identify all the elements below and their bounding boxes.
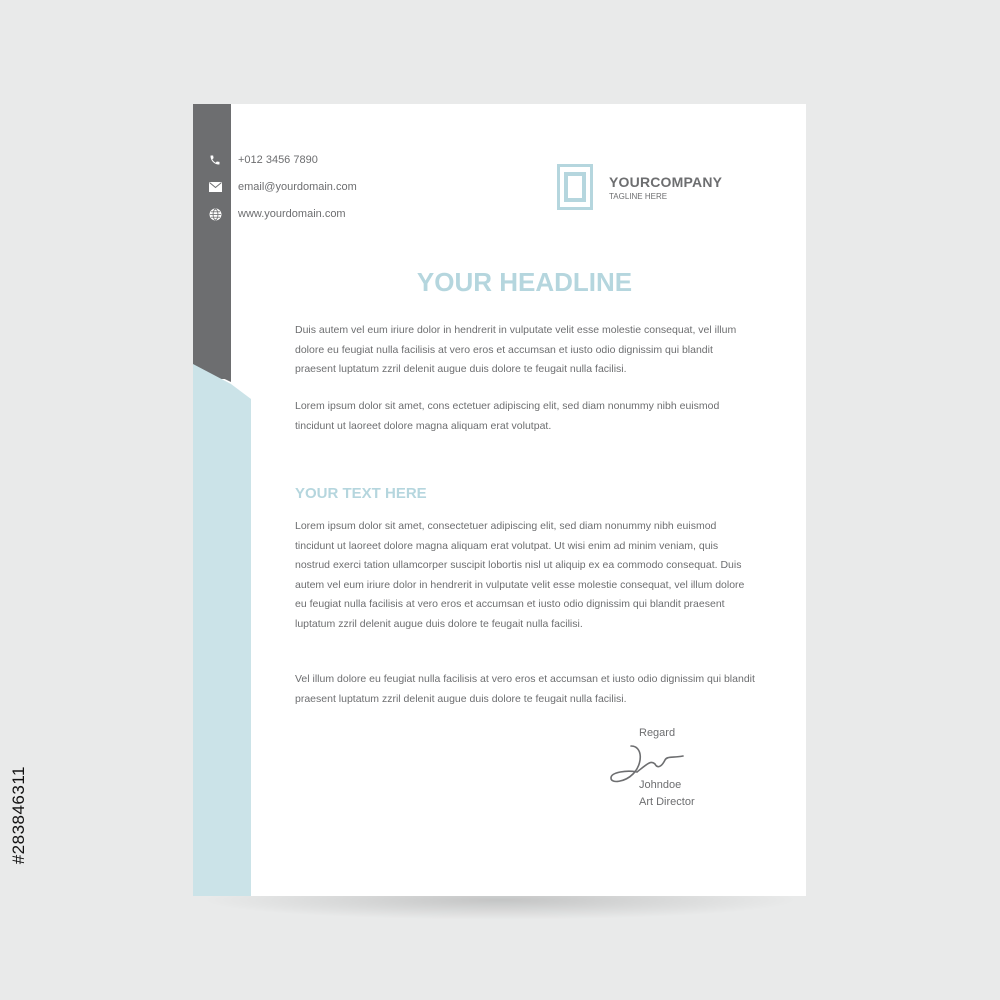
company-logo bbox=[557, 164, 737, 210]
company-name: YOURCOMPANY bbox=[609, 174, 723, 190]
signer-name: Johndoe bbox=[639, 779, 682, 791]
body-paragraph: Vel illum dolore eu feugiat nulla facilisis at vero eros et accumsan et iusto odio dignissim qui blandit praesent luptatum zzril delenit augue duis dolore te feugait nulla facilisi. bbox=[295, 673, 755, 705]
contact-phone: +012 3456 7890 bbox=[238, 154, 318, 166]
envelope-icon bbox=[207, 179, 223, 195]
contact-phone-row bbox=[207, 152, 318, 168]
phone-icon bbox=[207, 152, 223, 168]
subheading: YOUR TEXT HERE bbox=[295, 485, 427, 502]
contact-website: www.yourdomain.com bbox=[238, 208, 346, 220]
body-paragraph: Lorem ipsum dolor sit amet, cons ectetuer adipiscing elit, sed diam nonummy nibh euismod tincidunt ut laoreet dolore magna aliquam erat volutpat. bbox=[295, 400, 720, 432]
letterhead-page bbox=[193, 104, 806, 896]
company-tagline: TAGLINE HERE bbox=[609, 192, 668, 201]
closing-regard: Regard bbox=[639, 727, 676, 739]
globe-icon bbox=[207, 206, 223, 222]
side-bar-blue bbox=[193, 364, 251, 896]
contact-email-row bbox=[207, 179, 357, 195]
body-paragraph: Duis autem vel eum iriure dolor in hendrerit in vulputate velit esse molestie consequat, vel illum dolore eu feugiat nulla facilisis at vero eros et accumsan et iusto odio dignissim qui blandit praesent luptatum zzril delenit augue duis dolore te feugait nulla facilisi. bbox=[295, 324, 737, 375]
contact-email: email@yourdomain.com bbox=[238, 181, 357, 193]
logo-mark-icon bbox=[557, 164, 593, 210]
contact-website-row bbox=[207, 206, 346, 222]
signer-title: Art Director bbox=[639, 796, 695, 808]
headline: YOUR HEADLINE bbox=[416, 267, 633, 297]
side-bar-gray bbox=[193, 104, 231, 379]
stock-id: #283846311 bbox=[9, 766, 28, 865]
body-paragraph: Lorem ipsum dolor sit amet, consectetuer adipiscing elit, sed diam nonummy nibh euismod tincidunt ut laoreet dolore magna aliquam erat volutpat. Ut wisi enim ad minim veniam, quis nostrud exerci tation ullamcorper suscipit lobortis nisl ut aliquip ex ea commodo consequat. Duis autem vel eum iriure dolor in hendrerit in vulputate velit esse molestie consequat, vel illum dolore eu feugiat nulla facilisis at vero eros et accumsan et iusto odio dignissim qui blandit praesent luptatum zzril delenit augue duis dolore te feugait nulla facilisi. bbox=[295, 520, 745, 630]
